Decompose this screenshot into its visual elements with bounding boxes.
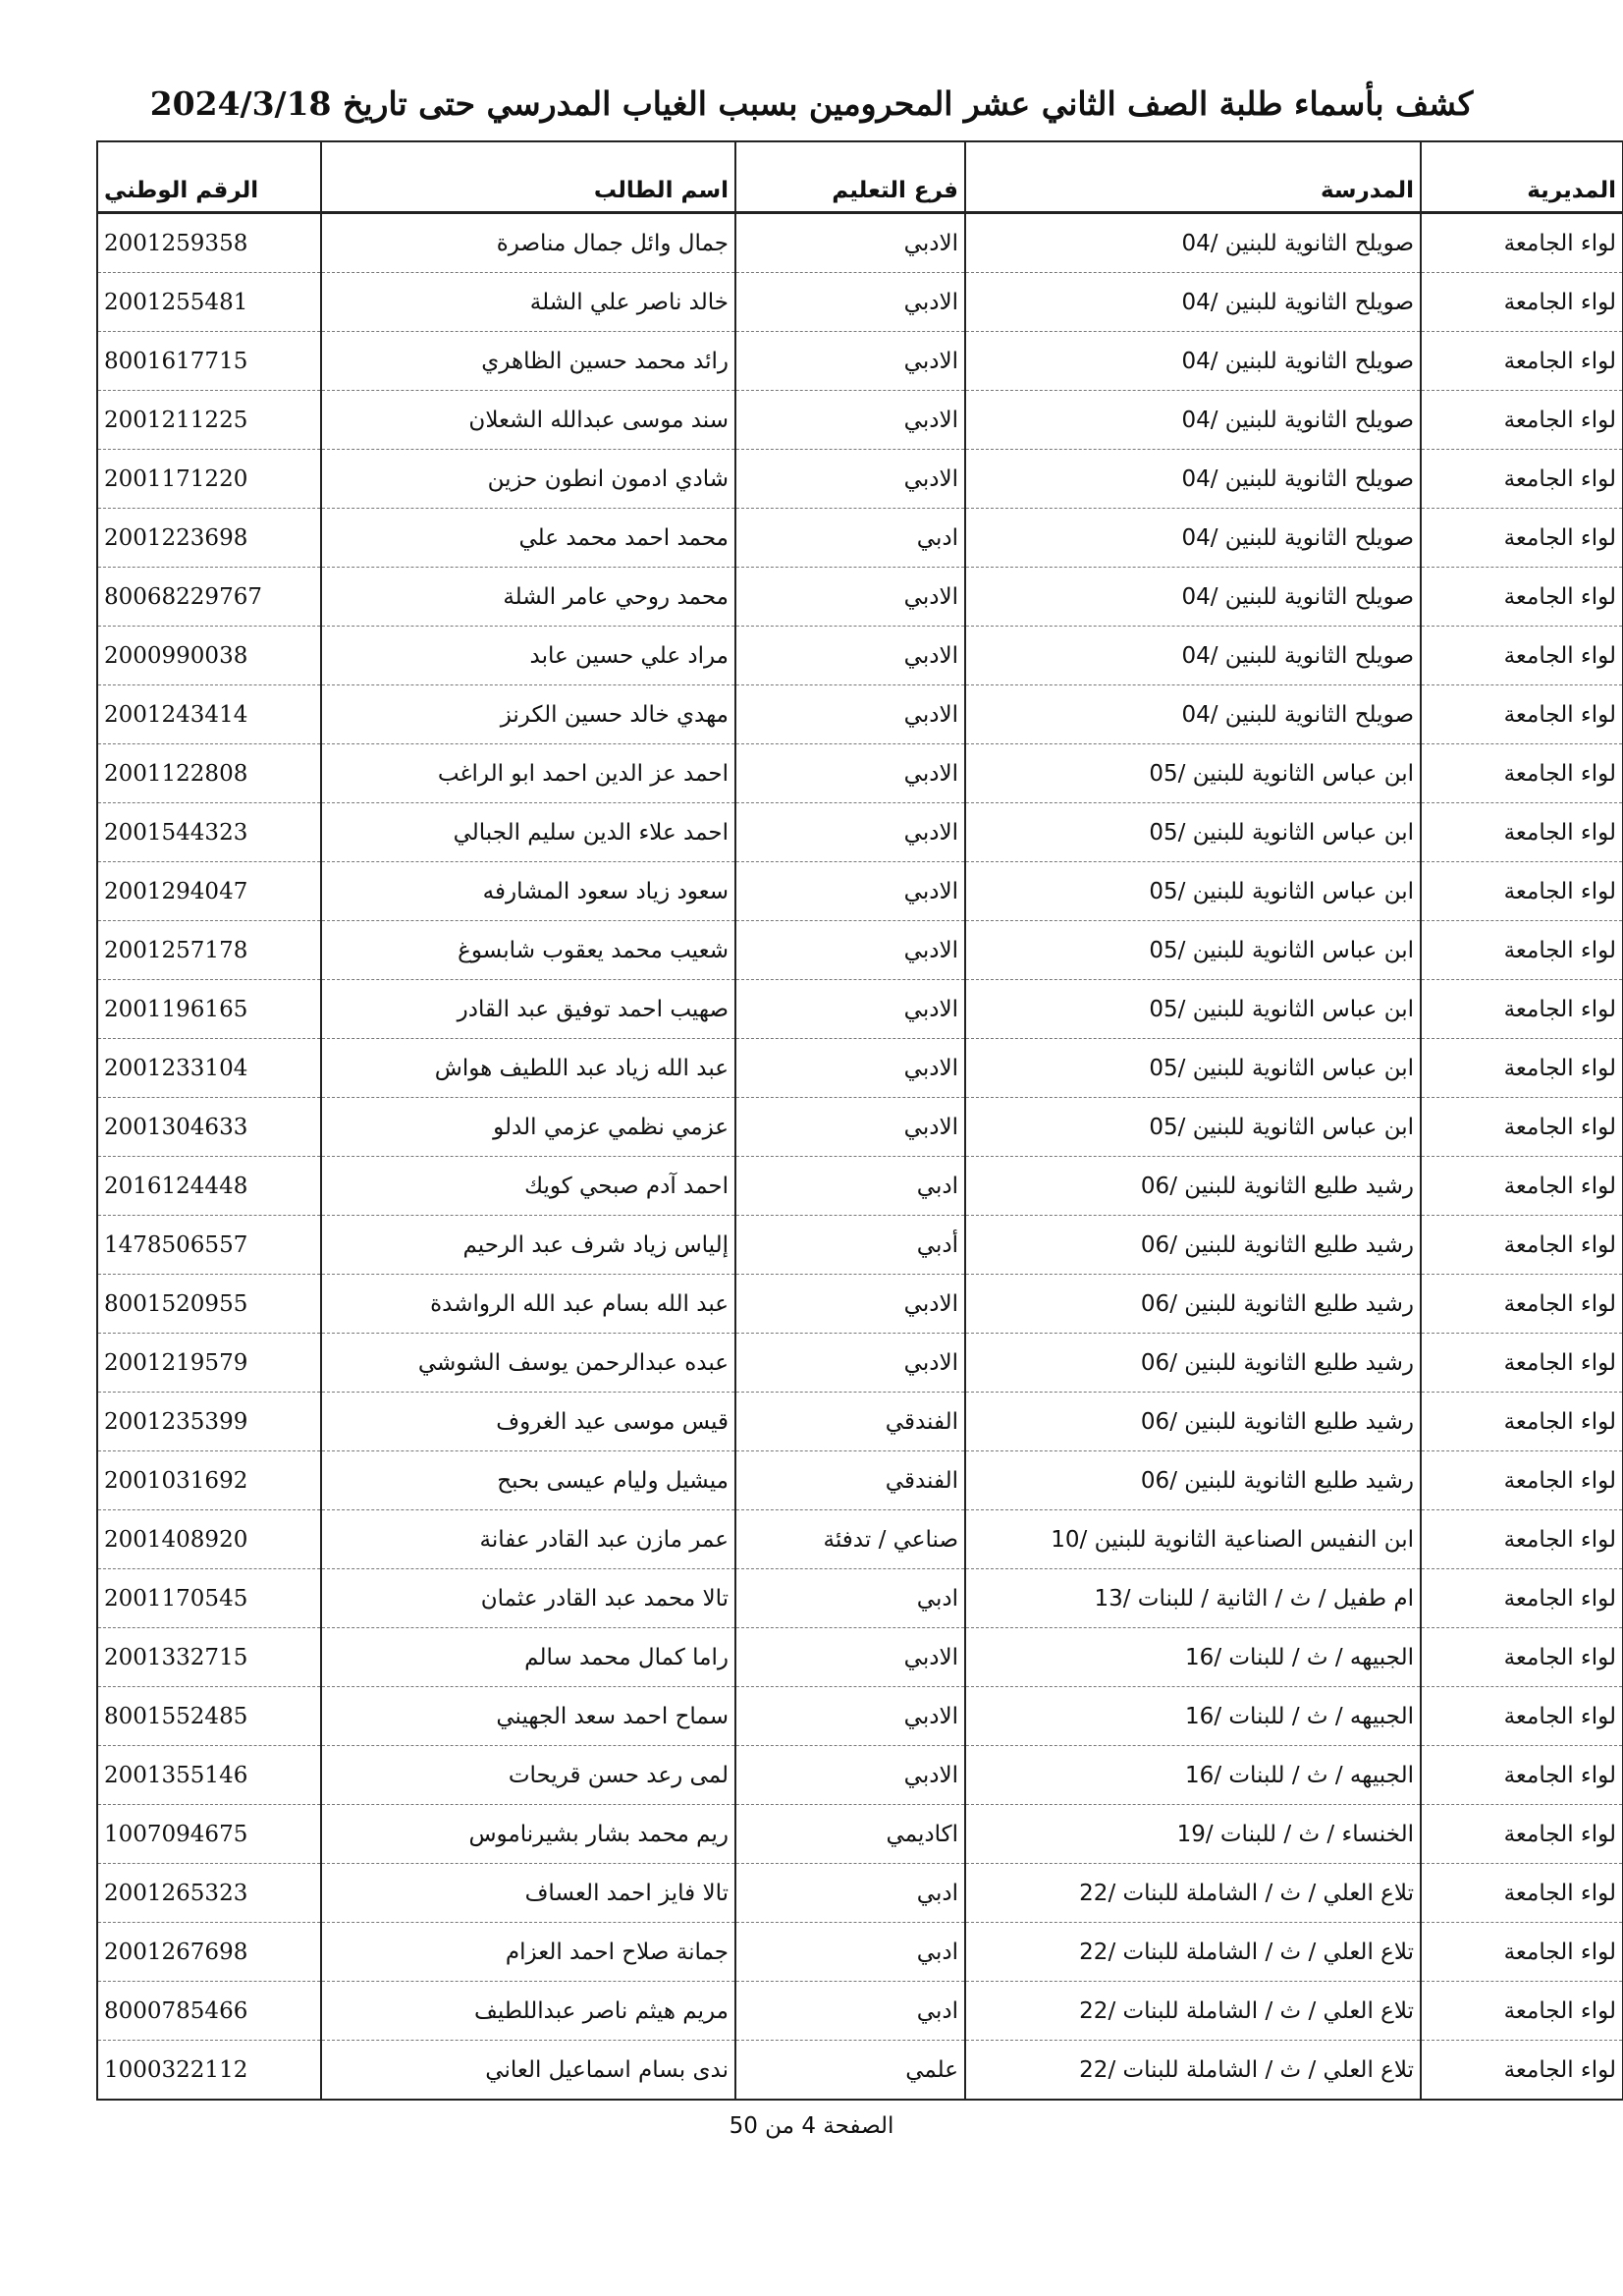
table-row xyxy=(97,980,1623,1039)
table-row xyxy=(97,1098,1623,1157)
cell-student-name: محمد روحي عامر الشلة xyxy=(321,568,735,627)
table-header-row xyxy=(97,141,1623,213)
cell-student-name: ندى بسام اسماعيل العاني xyxy=(321,2041,735,2101)
cell-school: رشيد طليع الثانوية للبنين /06 xyxy=(965,1275,1421,1334)
cell-national-id: 2016124448 xyxy=(97,1157,321,1216)
cell-branch: الادبي xyxy=(735,744,965,803)
cell-branch: الادبي xyxy=(735,1687,965,1746)
cell-branch: الادبي xyxy=(735,213,965,273)
cell-school: ابن عباس الثانوية للبنين /05 xyxy=(965,1039,1421,1098)
cell-branch: علمي xyxy=(735,2041,965,2101)
table-row xyxy=(97,332,1623,391)
cell-school: الجبيهه / ث / للبنات /16 xyxy=(965,1746,1421,1805)
cell-student-name: احمد علاء الدين سليم الجبالي xyxy=(321,803,735,862)
page-title: كشف بأسماء طلبة الصف الثاني عشر المحرومين بسبب الغياب المدرسي حتى تاريخ 2024/3/18 xyxy=(149,84,1474,123)
cell-directorate: لواء الجامعة xyxy=(1421,509,1623,568)
table-row xyxy=(97,1569,1623,1628)
cell-branch: الادبي xyxy=(735,1275,965,1334)
cell-school: ام طفيل / ث / الثانية / للبنات /13 xyxy=(965,1569,1421,1628)
table-row xyxy=(97,862,1623,921)
cell-branch: الادبي xyxy=(735,273,965,332)
cell-national-id: 2001031692 xyxy=(97,1451,321,1510)
cell-student-name: شعيب محمد يعقوب شابسوغ xyxy=(321,921,735,980)
cell-national-id: 2001235399 xyxy=(97,1393,321,1451)
cell-directorate: لواء الجامعة xyxy=(1421,1393,1623,1451)
cell-directorate: لواء الجامعة xyxy=(1421,803,1623,862)
table-row xyxy=(97,1275,1623,1334)
cell-student-name: شادي ادمون انطون حزين xyxy=(321,450,735,509)
cell-branch: الادبي xyxy=(735,980,965,1039)
cell-directorate: لواء الجامعة xyxy=(1421,273,1623,332)
cell-branch: صناعي / تدفئة xyxy=(735,1510,965,1569)
table-row xyxy=(97,744,1623,803)
table-row xyxy=(97,450,1623,509)
cell-student-name: ريم محمد بشار بشيرناموس xyxy=(321,1805,735,1864)
cell-school: صويلح الثانوية للبنين /04 xyxy=(965,213,1421,273)
cell-school: صويلح الثانوية للبنين /04 xyxy=(965,332,1421,391)
header-branch: فرع التعليم xyxy=(735,141,965,213)
cell-national-id: 2001255481 xyxy=(97,273,321,332)
cell-branch: الفندقي xyxy=(735,1393,965,1451)
cell-branch: أدبي xyxy=(735,1216,965,1275)
header-school: المدرسة xyxy=(965,141,1421,213)
cell-directorate: لواء الجامعة xyxy=(1421,1805,1623,1864)
table-row xyxy=(97,1216,1623,1275)
cell-branch: الادبي xyxy=(735,921,965,980)
table-row xyxy=(97,627,1623,685)
cell-branch: ادبي xyxy=(735,509,965,568)
cell-student-name: إلياس زياد شرف عبد الرحيم xyxy=(321,1216,735,1275)
cell-directorate: لواء الجامعة xyxy=(1421,1275,1623,1334)
cell-school: ابن عباس الثانوية للبنين /05 xyxy=(965,862,1421,921)
cell-school: رشيد طليع الثانوية للبنين /06 xyxy=(965,1451,1421,1510)
cell-school: صويلح الثانوية للبنين /04 xyxy=(965,509,1421,568)
cell-directorate: لواء الجامعة xyxy=(1421,1982,1623,2041)
table-row xyxy=(97,921,1623,980)
cell-national-id: 8001617715 xyxy=(97,332,321,391)
cell-national-id: 2001355146 xyxy=(97,1746,321,1805)
cell-branch: الادبي xyxy=(735,862,965,921)
cell-directorate: لواء الجامعة xyxy=(1421,391,1623,450)
header-directorate: المديرية xyxy=(1421,141,1623,213)
cell-school: تلاع العلي / ث / الشاملة للبنات /22 xyxy=(965,1923,1421,1982)
cell-student-name: جمال وائل جمال مناصرة xyxy=(321,213,735,273)
cell-school: ابن عباس الثانوية للبنين /05 xyxy=(965,921,1421,980)
cell-student-name: احمد آدم صبحي كويك xyxy=(321,1157,735,1216)
cell-branch: الادبي xyxy=(735,1098,965,1157)
header-national-id: الرقم الوطني xyxy=(97,141,321,213)
table-row xyxy=(97,1628,1623,1687)
cell-student-name: عبد الله زياد عبد اللطيف هواش xyxy=(321,1039,735,1098)
cell-branch: الادبي xyxy=(735,450,965,509)
cell-directorate: لواء الجامعة xyxy=(1421,1334,1623,1393)
cell-student-name: لمى رعد حسن قريحات xyxy=(321,1746,735,1805)
cell-national-id: 1007094675 xyxy=(97,1805,321,1864)
cell-directorate: لواء الجامعة xyxy=(1421,1098,1623,1157)
cell-directorate: لواء الجامعة xyxy=(1421,213,1623,273)
cell-directorate: لواء الجامعة xyxy=(1421,1746,1623,1805)
cell-directorate: لواء الجامعة xyxy=(1421,921,1623,980)
cell-school: الجبيهه / ث / للبنات /16 xyxy=(965,1628,1421,1687)
cell-school: صويلح الثانوية للبنين /04 xyxy=(965,273,1421,332)
cell-national-id: 2000990038 xyxy=(97,627,321,685)
cell-student-name: سماح احمد سعد الجهيني xyxy=(321,1687,735,1746)
cell-branch: ادبي xyxy=(735,1923,965,1982)
table-row xyxy=(97,1687,1623,1746)
cell-branch: الادبي xyxy=(735,568,965,627)
cell-school: تلاع العلي / ث / الشاملة للبنات /22 xyxy=(965,1982,1421,2041)
cell-student-name: سند موسى عبدالله الشعلان xyxy=(321,391,735,450)
cell-directorate: لواء الجامعة xyxy=(1421,744,1623,803)
table-row xyxy=(97,273,1623,332)
cell-student-name: مريم هيثم ناصر عبداللطيف xyxy=(321,1982,735,2041)
cell-student-name: احمد عز الدين احمد ابو الراغب xyxy=(321,744,735,803)
table-row xyxy=(97,2041,1623,2101)
cell-directorate: لواء الجامعة xyxy=(1421,1923,1623,1982)
cell-directorate: لواء الجامعة xyxy=(1421,862,1623,921)
cell-national-id: 2001332715 xyxy=(97,1628,321,1687)
cell-branch: اكاديمي xyxy=(735,1805,965,1864)
cell-national-id: 2001171220 xyxy=(97,450,321,509)
cell-national-id: 2001233104 xyxy=(97,1039,321,1098)
table-row xyxy=(97,1157,1623,1216)
cell-directorate: لواء الجامعة xyxy=(1421,1510,1623,1569)
cell-school: صويلح الثانوية للبنين /04 xyxy=(965,685,1421,744)
cell-directorate: لواء الجامعة xyxy=(1421,1039,1623,1098)
cell-student-name: عزمي نظمي عزمي الدلو xyxy=(321,1098,735,1157)
table-row xyxy=(97,1039,1623,1098)
cell-branch: الادبي xyxy=(735,1039,965,1098)
cell-branch: الادبي xyxy=(735,685,965,744)
cell-student-name: تالا محمد عبد القادر عثمان xyxy=(321,1569,735,1628)
cell-national-id: 2001265323 xyxy=(97,1864,321,1923)
cell-branch: ادبي xyxy=(735,1569,965,1628)
cell-school: صويلح الثانوية للبنين /04 xyxy=(965,450,1421,509)
cell-branch: ادبي xyxy=(735,1864,965,1923)
cell-student-name: مراد علي حسين عابد xyxy=(321,627,735,685)
cell-national-id: 2001219579 xyxy=(97,1334,321,1393)
table-row xyxy=(97,1510,1623,1569)
table-row xyxy=(97,803,1623,862)
cell-branch: الادبي xyxy=(735,1628,965,1687)
cell-school: رشيد طليع الثانوية للبنين /06 xyxy=(965,1393,1421,1451)
cell-directorate: لواء الجامعة xyxy=(1421,2041,1623,2101)
cell-directorate: لواء الجامعة xyxy=(1421,685,1623,744)
table-row xyxy=(97,1923,1623,1982)
cell-student-name: صهيب احمد توفيق عبد القادر xyxy=(321,980,735,1039)
cell-school: تلاع العلي / ث / الشاملة للبنات /22 xyxy=(965,2041,1421,2101)
student-roster-table xyxy=(96,140,1623,2101)
cell-national-id: 2001223698 xyxy=(97,509,321,568)
cell-student-name: عمر مازن عبد القادر عفانة xyxy=(321,1510,735,1569)
cell-student-name: قيس موسى عيد الغروف xyxy=(321,1393,735,1451)
cell-national-id: 2001196165 xyxy=(97,980,321,1039)
cell-school: الخنساء / ث / للبنات /19 xyxy=(965,1805,1421,1864)
cell-school: ابن عباس الثانوية للبنين /05 xyxy=(965,980,1421,1039)
cell-national-id: 2001243414 xyxy=(97,685,321,744)
cell-national-id: 1000322112 xyxy=(97,2041,321,2101)
header-student-name: اسم الطالب xyxy=(321,141,735,213)
cell-branch: الادبي xyxy=(735,1334,965,1393)
cell-directorate: لواء الجامعة xyxy=(1421,1628,1623,1687)
cell-directorate: لواء الجامعة xyxy=(1421,627,1623,685)
cell-directorate: لواء الجامعة xyxy=(1421,1216,1623,1275)
cell-student-name: ميشيل وليام عيسى بحبح xyxy=(321,1451,735,1510)
cell-school: صويلح الثانوية للبنين /04 xyxy=(965,391,1421,450)
cell-student-name: محمد احمد محمد علي xyxy=(321,509,735,568)
cell-student-name: سعود زياد سعود المشارفه xyxy=(321,862,735,921)
cell-national-id: 2001122808 xyxy=(97,744,321,803)
cell-student-name: مهدي خالد حسين الكرنز xyxy=(321,685,735,744)
table-row xyxy=(97,1746,1623,1805)
cell-student-name: جمانة صلاح احمد العزام xyxy=(321,1923,735,1982)
cell-national-id: 2001211225 xyxy=(97,391,321,450)
cell-national-id: 80068229767 xyxy=(97,568,321,627)
cell-branch: الادبي xyxy=(735,391,965,450)
cell-national-id: 2001257178 xyxy=(97,921,321,980)
cell-branch: ادبي xyxy=(735,1157,965,1216)
cell-school: تلاع العلي / ث / الشاملة للبنات /22 xyxy=(965,1864,1421,1923)
cell-national-id: 2001408920 xyxy=(97,1510,321,1569)
cell-branch: الفندقي xyxy=(735,1451,965,1510)
table-row xyxy=(97,685,1623,744)
table-row xyxy=(97,1334,1623,1393)
cell-directorate: لواء الجامعة xyxy=(1421,332,1623,391)
cell-national-id: 2001304633 xyxy=(97,1098,321,1157)
cell-student-name: راما كمال محمد سالم xyxy=(321,1628,735,1687)
cell-student-name: رائد محمد حسين الظاهري xyxy=(321,332,735,391)
cell-directorate: لواء الجامعة xyxy=(1421,568,1623,627)
cell-directorate: لواء الجامعة xyxy=(1421,1687,1623,1746)
cell-school: ابن عباس الثانوية للبنين /05 xyxy=(965,744,1421,803)
cell-directorate: لواء الجامعة xyxy=(1421,980,1623,1039)
cell-national-id: 2001544323 xyxy=(97,803,321,862)
table-row xyxy=(97,568,1623,627)
cell-school: الجبيهه / ث / للبنات /16 xyxy=(965,1687,1421,1746)
cell-national-id: 2001170545 xyxy=(97,1569,321,1628)
table-row xyxy=(97,509,1623,568)
cell-school: صويلح الثانوية للبنين /04 xyxy=(965,568,1421,627)
cell-branch: الادبي xyxy=(735,627,965,685)
cell-national-id: 2001267698 xyxy=(97,1923,321,1982)
table-row xyxy=(97,1982,1623,2041)
cell-student-name: تالا فايز احمد العساف xyxy=(321,1864,735,1923)
cell-national-id: 8000785466 xyxy=(97,1982,321,2041)
cell-national-id: 8001520955 xyxy=(97,1275,321,1334)
cell-branch: ادبي xyxy=(735,1982,965,2041)
table-row xyxy=(97,391,1623,450)
cell-student-name: عبده عبدالرحمن يوسف الشوشي xyxy=(321,1334,735,1393)
cell-school: صويلح الثانوية للبنين /04 xyxy=(965,627,1421,685)
cell-directorate: لواء الجامعة xyxy=(1421,1451,1623,1510)
cell-school: ابن عباس الثانوية للبنين /05 xyxy=(965,803,1421,862)
cell-national-id: 8001552485 xyxy=(97,1687,321,1746)
cell-directorate: لواء الجامعة xyxy=(1421,1569,1623,1628)
cell-school: رشيد طليع الثانوية للبنين /06 xyxy=(965,1216,1421,1275)
cell-branch: الادبي xyxy=(735,803,965,862)
cell-school: ابن عباس الثانوية للبنين /05 xyxy=(965,1098,1421,1157)
page-number: الصفحة 4 من 50 xyxy=(729,2113,894,2139)
cell-school: ابن النفيس الصناعية الثانوية للبنين /10 xyxy=(965,1510,1421,1569)
cell-branch: الادبي xyxy=(735,332,965,391)
cell-branch: الادبي xyxy=(735,1746,965,1805)
cell-student-name: خالد ناصر علي الشلة xyxy=(321,273,735,332)
table-body xyxy=(97,213,1623,2101)
cell-directorate: لواء الجامعة xyxy=(1421,450,1623,509)
cell-school: رشيد طليع الثانوية للبنين /06 xyxy=(965,1334,1421,1393)
cell-school: رشيد طليع الثانوية للبنين /06 xyxy=(965,1157,1421,1216)
table-row xyxy=(97,1451,1623,1510)
cell-national-id: 1478506557 xyxy=(97,1216,321,1275)
table-row xyxy=(97,1864,1623,1923)
table-row xyxy=(97,1393,1623,1451)
cell-student-name: عبد الله بسام عبد الله الرواشدة xyxy=(321,1275,735,1334)
cell-directorate: لواء الجامعة xyxy=(1421,1864,1623,1923)
cell-national-id: 2001294047 xyxy=(97,862,321,921)
table-row xyxy=(97,1805,1623,1864)
cell-national-id: 2001259358 xyxy=(97,213,321,273)
cell-directorate: لواء الجامعة xyxy=(1421,1157,1623,1216)
table-row xyxy=(97,213,1623,273)
